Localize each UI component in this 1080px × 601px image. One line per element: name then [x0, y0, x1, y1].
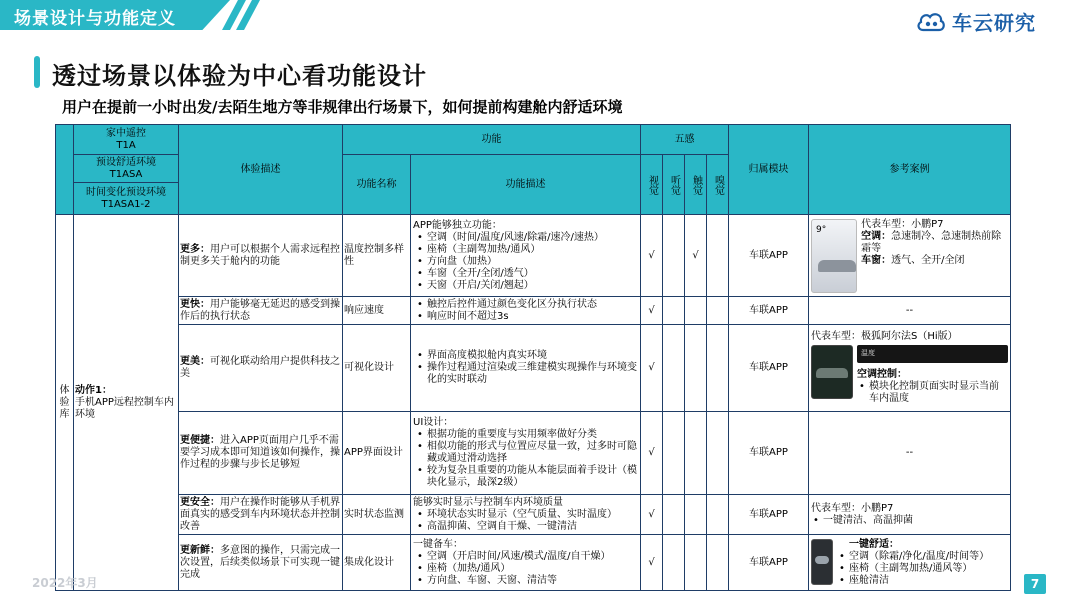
five-senses-header: 五感 [641, 125, 729, 155]
function-name-cell: APP界面设计 [343, 412, 411, 495]
check-vision: √ [641, 412, 663, 495]
experience-cell: 更新鲜：多意图的操作，只需完成一次设置，后续类似场景下可实现一键完成 [179, 535, 343, 591]
section-banner [0, 0, 262, 30]
app-screenshot-thumbnail: 9° [811, 219, 857, 293]
title-accent-bar [34, 56, 40, 88]
module-cell: 车联APP [729, 495, 809, 535]
sense-touch-header: 触觉 [685, 155, 707, 215]
experience-cell: 更美：可视化联动给用户提供科技之美 [179, 325, 343, 412]
function-desc-cell: 能够实时显示与控制车内环境质量 • 环境状态实时显示（空气质量、实时温度） • 高温抑菌、空调自干燥、一键清洁 [411, 495, 641, 535]
reference-cell: 代表车型：极狐阿尔法S（Hi版） 温度 空调控制： • 模块化控制页面实时显示当前车内温度 [809, 325, 1011, 412]
reference-cell: -- [809, 412, 1011, 495]
sense-hearing-header: 听觉 [663, 155, 685, 215]
page-subtitle: 用户在提前一小时出发/去陌生地方等非规律出行场景下，如何提前构建舱内舒适环境 [62, 98, 623, 116]
function-name-cell: 实时状态监测 [343, 495, 411, 535]
check-hearing [663, 215, 685, 297]
check-touch [685, 495, 707, 535]
table-row [56, 535, 1011, 591]
module-cell: 车联APP [729, 215, 809, 297]
action-cell [74, 215, 179, 591]
check-hearing [663, 412, 685, 495]
check-touch [685, 297, 707, 325]
check-vision: √ [641, 297, 663, 325]
cloud-icon [916, 10, 946, 32]
reference-cell: 一键舒适： • 空调（除霜/净化/温度/时间等） • 座椅（主副驾加热/通风等） • 座舱清洁 [809, 535, 1011, 591]
function-name-cell: 响应速度 [343, 297, 411, 325]
module-cell: 车联APP [729, 535, 809, 591]
logo-text: 车云研究 [952, 10, 1036, 35]
table-row [56, 412, 1011, 495]
app-screenshot-thumbnail [811, 345, 853, 399]
company-logo [916, 6, 1036, 36]
table-row [56, 325, 1011, 412]
sense-smell-header: 嗅觉 [707, 155, 729, 215]
module-cell: 车联APP [729, 412, 809, 495]
side-label: 体验库 [59, 384, 70, 420]
check-vision: √ [641, 325, 663, 412]
check-touch [685, 325, 707, 412]
function-desc-cell: • 界面高度模拟舱内真实环境 • 操作过程通过渲染或三维建模实现操作与环境变化的实时联动 [411, 325, 641, 412]
section-title: 场景设计与功能定义 [14, 9, 176, 29]
table-row [56, 297, 1011, 325]
function-desc-cell: APP能够独立功能： • 空调（时间/温度/风速/除霜/速冷/速热） • 座椅（主副驾加热/通风） • 方向盘（加热） • 车窗（全开/全闭/透气） • 天窗（开启/关闭/翘起） [411, 215, 641, 297]
experience-cell: 更多：用户可以根据个人需求远程控制更多关于舱内的功能 [179, 215, 343, 297]
thumbnail-panel: 温度 [857, 345, 1008, 363]
check-hearing [663, 495, 685, 535]
table-row [56, 215, 1011, 297]
check-vision: √ [641, 495, 663, 535]
check-smell [707, 412, 729, 495]
side-label-cell [56, 215, 74, 591]
check-vision: √ [641, 535, 663, 591]
check-touch [685, 535, 707, 591]
corner-cell [56, 125, 74, 215]
function-name-cell: 集成化设计 [343, 535, 411, 591]
check-hearing [663, 325, 685, 412]
experience-header: 体验描述 [179, 125, 343, 215]
check-smell [707, 215, 729, 297]
action-text: 手机APP远程控制车内环境 [75, 396, 174, 420]
check-smell [707, 535, 729, 591]
check-smell [707, 325, 729, 412]
function-desc-cell: • 触控后控件通过颜色变化区分执行状态 • 响应时间不超过3s [411, 297, 641, 325]
function-design-table [55, 124, 1011, 591]
module-cell: 车联APP [729, 297, 809, 325]
check-touch: √ [685, 215, 707, 297]
check-smell [707, 297, 729, 325]
function-name-cell: 温度控制多样性 [343, 215, 411, 297]
reference-cell: -- [809, 297, 1011, 325]
module-header: 归属模块 [729, 125, 809, 215]
page-number: 7 [1024, 574, 1046, 594]
action-label: 动作1： [75, 384, 112, 396]
reference-header: 参考案例 [809, 125, 1011, 215]
experience-cell: 更便捷：进入APP页面用户几乎不需要学习成本即可知道该如何操作，操作过程的步骤与步长足够短 [179, 412, 343, 495]
function-name-header: 功能名称 [343, 155, 411, 215]
app-screenshot-thumbnail [811, 539, 833, 585]
function-desc-cell: 一键备车： • 空调（开启时间/风速/模式/温度/自干燥） • 座椅（加热/通风） • 方向盘、车窗、天窗、清洁等 [411, 535, 641, 591]
experience-cell: 更快：用户能够毫无延迟的感受到操作后的执行状态 [179, 297, 343, 325]
scene-header-1: 家中遥控 T1A [74, 125, 179, 155]
function-header: 功能 [343, 125, 641, 155]
function-desc-cell: UI设计： • 根据功能的重要度与实用频率做好分类 • 相似功能的形式与位置应尽量一致，过多时可隐藏或通过滑动选择 • 较为复杂且重要的功能从本能层面着手设计（模块化显示，最深2级） [411, 412, 641, 495]
check-hearing [663, 535, 685, 591]
check-vision: √ [641, 215, 663, 297]
experience-cell: 更安全：用户在操作时能够从手机界面真实的感受到车内环境状态并控制改善 [179, 495, 343, 535]
module-cell: 车联APP [729, 325, 809, 412]
function-name-cell: 可视化设计 [343, 325, 411, 412]
page-title: 透过场景以体验为中心看功能设计 [52, 62, 427, 90]
scene-header-2: 预设舒适环境 T1ASA [74, 155, 179, 183]
check-smell [707, 495, 729, 535]
table-row [56, 495, 1011, 535]
footer-date: 2022年3月 [32, 576, 98, 590]
reference-cell: 代表车型：小鹏P7 • 一键清洁、高温抑菌 [809, 495, 1011, 535]
check-touch [685, 412, 707, 495]
check-hearing [663, 297, 685, 325]
function-desc-header: 功能描述 [411, 155, 641, 215]
reference-cell: 9° 代表车型：小鹏P7 空调：急速制冷、急速制热前除霜等 车窗：透气、全开/全闭 [809, 215, 1011, 297]
scene-header-3: 时间变化预设环境 T1ASA1-2 [74, 183, 179, 215]
sense-vision-header: 视觉 [641, 155, 663, 215]
